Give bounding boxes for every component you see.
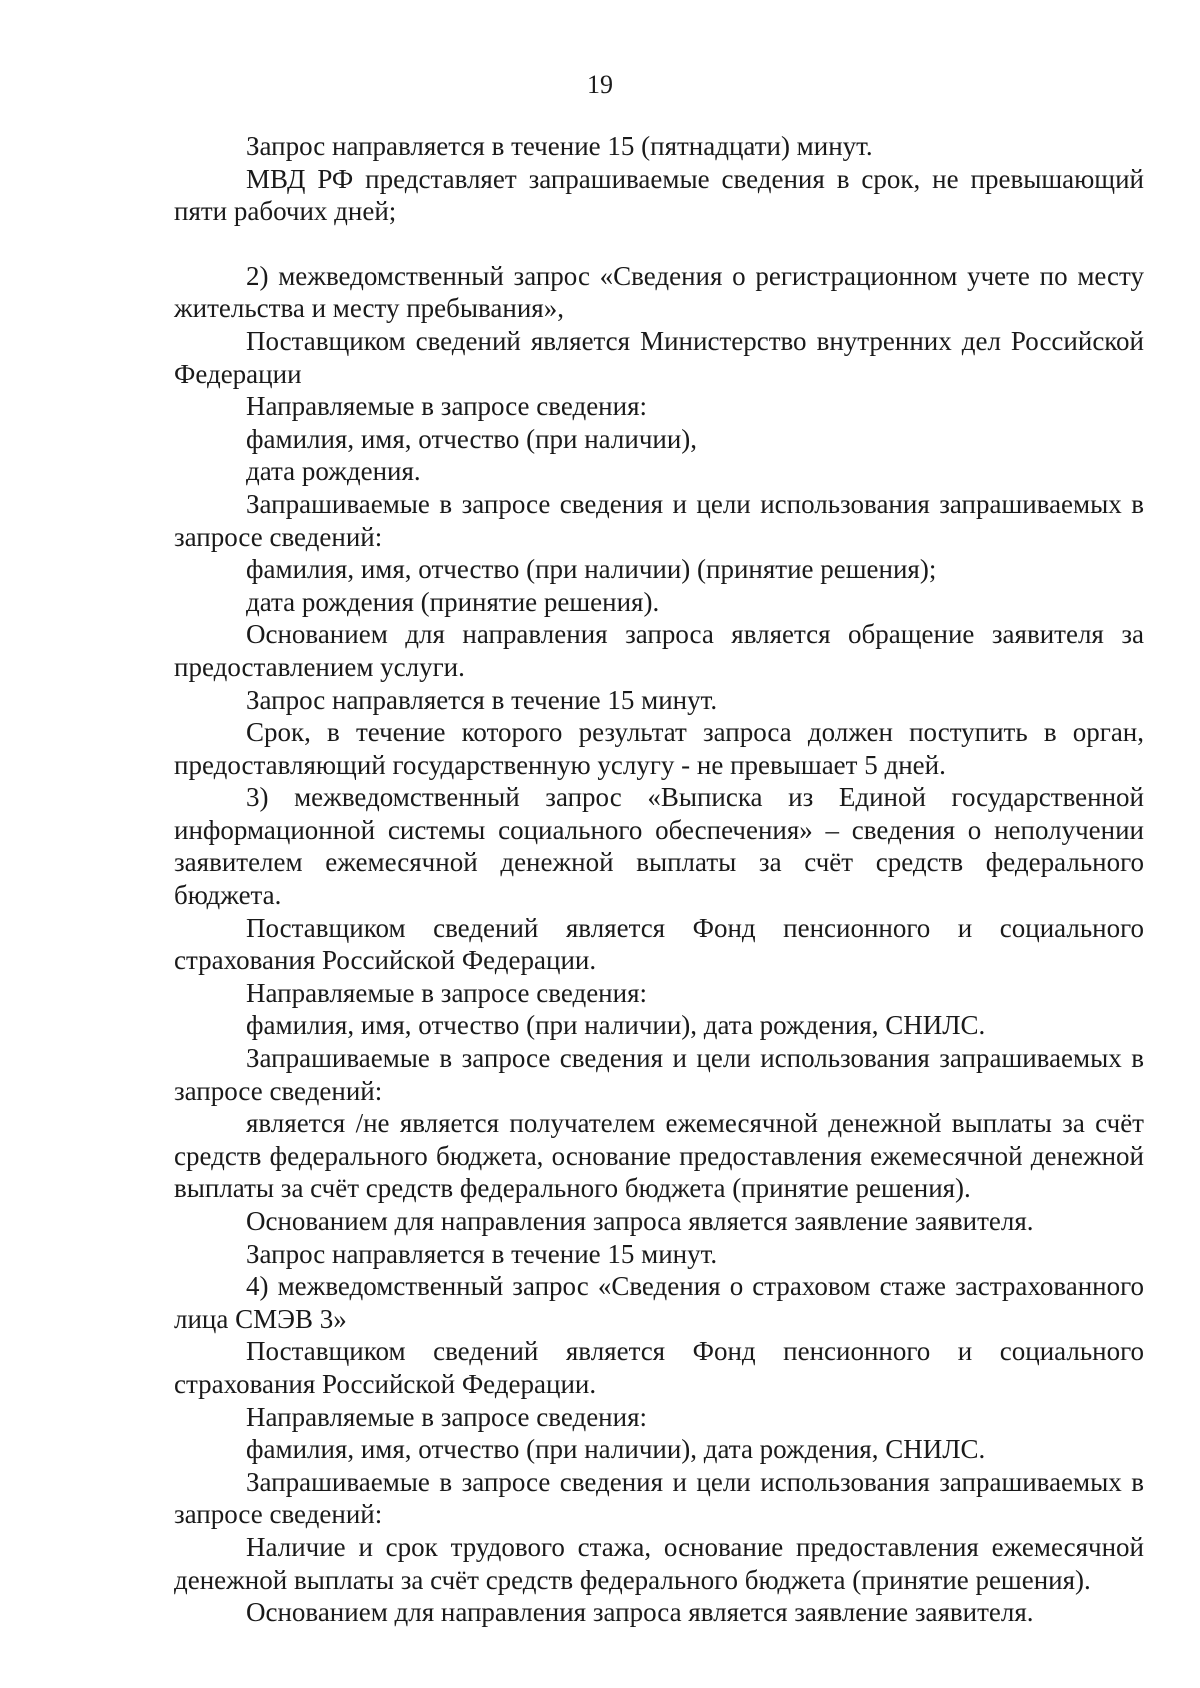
paragraph: Поставщиком сведений является Фонд пенсионного и социального страхования Российской Федерации. <box>174 1336 1144 1399</box>
paragraph: дата рождения (принятие решения). <box>246 586 660 617</box>
paragraph: Направляемые в запросе сведения: <box>246 1401 647 1432</box>
paragraph: Срок, в течение которого результат запроса должен поступить в орган, предоставляющий государственную услугу - не превышает 5 дней. <box>174 717 1144 780</box>
paragraph: Запрашиваемые в запросе сведения и цели использования запрашиваемых в запросе сведений: <box>174 1466 1144 1530</box>
paragraph: фамилия, имя, отчество (при наличии), дата рождения, СНИЛС. <box>246 1434 986 1465</box>
paragraph: Направляемые в запросе сведения: <box>246 391 647 422</box>
paragraph: фамилия, имя, отчество (при наличии), <box>246 423 698 454</box>
paragraph: дата рождения. <box>246 456 421 487</box>
paragraph: является /не является получателем ежемесячной денежной выплаты за счёт средств федерального бюджета, основание предоставления ежемесячной денежной выплаты за счёт средств федерального бюджета (принятие решения). <box>174 1108 1144 1204</box>
paragraph: Основанием для направления запроса является заявление заявителя. <box>246 1597 1034 1628</box>
paragraph: Запрос направляется в течение 15 минут. <box>246 1238 718 1269</box>
document-body <box>174 130 1144 1629</box>
paragraph: МВД РФ представляет запрашиваемые сведения в срок, не превышающий пяти рабочих дней; <box>174 163 1144 227</box>
paragraph: Основанием для направления запроса является заявление заявителя. <box>246 1206 1034 1236</box>
paragraph: Запрос направляется в течение 15 минут. <box>246 684 718 715</box>
paragraph: фамилия, имя, отчество (при наличии), дата рождения, СНИЛС. <box>246 1010 986 1041</box>
paragraph: Поставщиком сведений является Фонд пенсионного и социального страхования Российской Федерации. <box>174 912 1144 976</box>
paragraph: Запрашиваемые в запросе сведения и цели использования запрашиваемых в запросе сведений: <box>174 1043 1144 1106</box>
paragraph: 3) межведомственный запрос «Выписка из Единой государственной информационной системы социального обеспечения» – сведения о неполучении заявителем ежемесячной денежной выплаты за счёт средств федерального бюджета. <box>174 782 1144 911</box>
paragraph: Основанием для направления запроса является обращение заявителя за предоставлением услуги. <box>174 619 1144 682</box>
paragraph: Запрос направляется в течение 15 (пятнадцати) минут. <box>246 131 873 161</box>
paragraph: 4) межведомственный запрос «Сведения о страховом стаже застрахованного лица СМЭВ 3» <box>174 1271 1144 1334</box>
paragraph-spacer <box>174 228 1144 260</box>
paragraph: Направляемые в запросе сведения: <box>246 977 647 1008</box>
paragraph: фамилия, имя, отчество (при наличии) (принятие решения); <box>246 554 937 585</box>
paragraph: Поставщиком сведений является Министерство внутренних дел Российской Федерации <box>174 325 1144 389</box>
paragraph: Запрашиваемые в запросе сведения и цели использования запрашиваемых в запросе сведений: <box>174 488 1144 552</box>
paragraph: 2) межведомственный запрос «Сведения о регистрационном учете по месту жительства и месту пребывания», <box>174 260 1144 324</box>
page-number: 19 <box>587 70 613 99</box>
paragraph: Наличие и срок трудового стажа, основание предоставления ежемесячной денежной выплаты за счёт средств федерального бюджета (принятие решения). <box>174 1531 1144 1595</box>
